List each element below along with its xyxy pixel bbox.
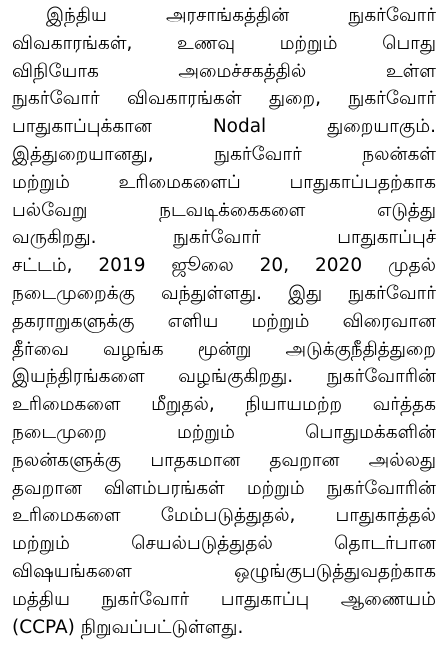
- paragraph-line: தவறான விளம்பரங்கள் மற்றும் நுகர்வோரின்: [12, 477, 436, 499]
- paragraph-line: (CCPA) நிறுவப்பட்டுள்ளது.: [12, 616, 244, 638]
- paragraph-line: இயந்திரங்களை வழங்குகிறது. நுகர்வோரின்: [12, 366, 436, 388]
- body-paragraph: [12, 2, 436, 641]
- paragraph-line: பாதுகாப்புக்கான Nodal துறையாகும்.: [12, 116, 436, 138]
- paragraph-line: சட்டம், 2019 ஜூலை 20, 2020 முதல்: [12, 255, 436, 277]
- paragraph-line: உரிமைகளை மீறுதல், நியாயமற்ற வர்த்தக: [12, 394, 436, 416]
- paragraph-line: நலன்களுக்கு பாதகமான தவறான அல்லது: [12, 449, 436, 471]
- paragraph-line: தீர்வை வழங்க மூன்று அடுக்குநீதித்துறை: [12, 338, 436, 360]
- paragraph-line: மற்றும் உரிமைகளைப் பாதுகாப்பதற்காக: [12, 171, 436, 193]
- paragraph-line: உரிமைகளை மேம்படுத்துதல், பாதுகாத்தல்: [12, 505, 436, 527]
- paragraph-line: விநியோக அமைச்சகத்தில் உள்ள: [12, 60, 436, 82]
- paragraph-line: விவகாரங்கள், உணவு மற்றும் பொது: [12, 32, 436, 54]
- paragraph-line: நடைமுறைக்கு வந்துள்ளது. இது நுகர்வோர்: [12, 282, 436, 304]
- paragraph-line: நுகர்வோர் விவகாரங்கள் துறை, நுகர்வோர்: [12, 88, 436, 110]
- paragraph-line: நடைமுறை மற்றும் பொதுமக்களின்: [12, 421, 436, 443]
- paragraph-line: வருகிறது. நுகர்வோர் பாதுகாப்புச்: [12, 227, 436, 249]
- paragraph-line: மற்றும் செயல்படுத்துதல் தொடர்பான: [12, 533, 436, 555]
- paragraph-line: பல்வேறு நடவடிக்கைகளை எடுத்து: [12, 199, 436, 221]
- paragraph-line: தகராறுகளுக்கு எளிய மற்றும் விரைவான: [12, 310, 436, 332]
- paragraph-line: மத்திய நுகர்வோர் பாதுகாப்பு ஆணையம்: [12, 588, 436, 610]
- paragraph-line: இந்திய அரசாங்கத்தின் நுகர்வோர்: [46, 5, 436, 26]
- paragraph-line: இத்துறையானது, நுகர்வோர் நலன்கள்: [12, 143, 436, 165]
- paragraph-line: விஷயங்களை ஒழுங்குபடுத்துவதற்காக: [12, 560, 436, 582]
